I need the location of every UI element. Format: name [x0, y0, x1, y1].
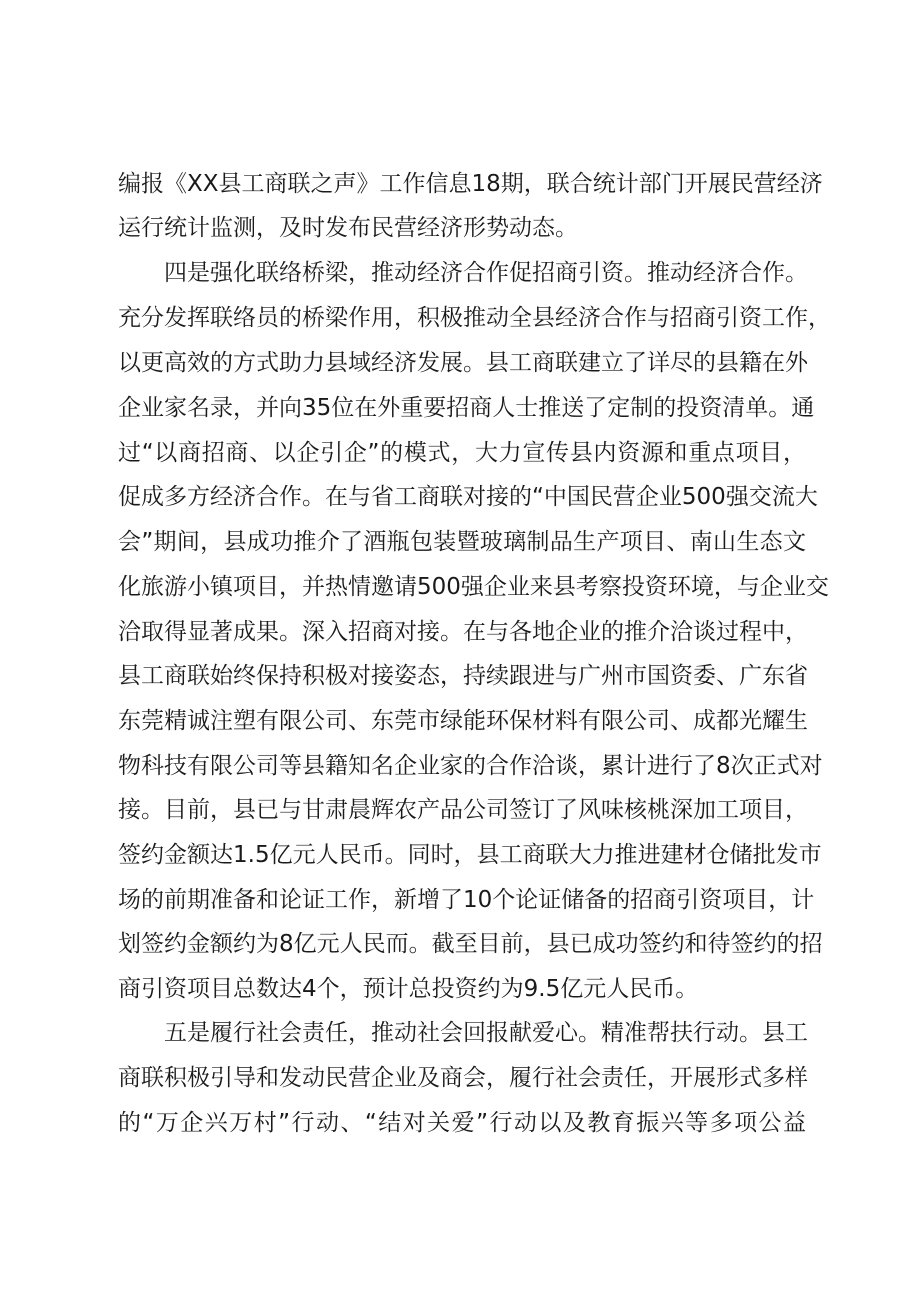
text-line: 会”期间，县成功推介了酒瓶包装暨玻璃制品生产项目、南山生态文: [118, 529, 806, 555]
text-line: 接。目前，县已与甘肃晨辉农产品公司签订了风味核桃深加工项目，: [118, 797, 808, 823]
paragraph-heading-line: 四是强化联络桥梁，推动经济合作促招商引资。推动经济合作。: [164, 260, 808, 286]
text-line: 企业家名录，并向35位在外重要招商人士推送了定制的投资清单。通: [118, 395, 815, 421]
text-line: 编报《XX县工商联之声》工作信息18期，联合统计部门开展民营经济: [118, 171, 823, 197]
text-line: 促成多方经济合作。在与省工商联对接的“中国民营企业500强交流大: [118, 484, 818, 510]
text-line: 洽取得显著成果。深入招商对接。在与各地企业的推介洽谈过程中，: [118, 619, 808, 645]
text-line: 划签约金额约为8亿元人民而。截至目前，县已成功签约和待签约的招: [118, 931, 823, 957]
text-line: 运行统计监测，及时发布民营经济形势动态。: [118, 215, 578, 241]
text-line: 签约金额达1.5亿元人民币。同时，县工商联大力推进建材仓储批发市: [118, 842, 822, 868]
text-line: 县工商联始终保持积极对接姿态，持续跟进与广州市国资委、广东省: [118, 663, 808, 689]
text-line: 充分发挥联络员的桥梁作用，积极推动全县经济合作与招商引资工作，: [118, 305, 831, 331]
text-line: 场的前期准备和论证工作，新增了10个论证储备的招商引资项目，计: [118, 887, 815, 913]
text-line: 以更高效的方式助力县域经济发展。县工商联建立了详尽的县籍在外: [118, 350, 808, 376]
text-line: 商引资项目总数达4个，预计总投资约为9.5亿元人民币。: [118, 976, 699, 1002]
text-line: 物科技有限公司等县籍知名企业家的合作洽谈，累计进行了8次正式对: [118, 753, 823, 779]
text-line: 东莞精诚注塑有限公司、东莞市绿能环保材料有限公司、成都光耀生: [118, 708, 808, 734]
text-line: 化旅游小镇项目，并热情邀请500强企业来县考察投资环境，与企业交: [118, 574, 829, 600]
text-line: 过“以商招商、以企引企”的模式，大力宣传县内资源和重点项目，: [118, 440, 806, 466]
paragraph-heading-line: 五是履行社会责任，推动社会回报献爱心。精准帮扶行动。县工: [164, 1020, 808, 1046]
text-line: 的“万企兴万村”行动、“结对关爱”行动以及教育振兴等多项公益: [118, 1110, 806, 1136]
text-line: 商联积极引导和发动民营企业及商会，履行社会责任，开展形式多样: [118, 1065, 808, 1091]
